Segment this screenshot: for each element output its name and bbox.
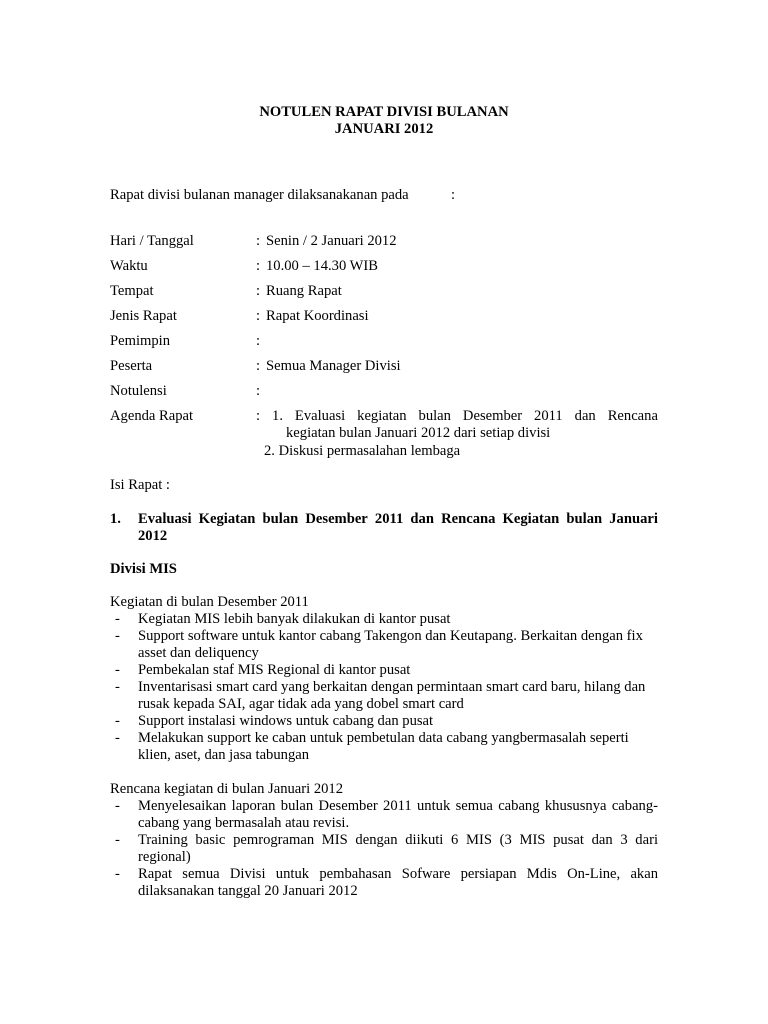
list-item (110, 662, 658, 679)
agenda-word: Desember (462, 408, 523, 424)
list-item-text: Training basic pemrograman MIS dengan diikuti 6 MIS (3 MIS pusat dan 3 dari regional) (138, 832, 658, 865)
info-row-pemimpin (0, 333, 768, 350)
bullet-dash: - (115, 662, 120, 678)
agenda-word: dan (574, 408, 596, 424)
info-label: Waktu (110, 258, 148, 274)
info-row-hari-tanggal (0, 233, 768, 250)
info-value: Semua Manager Divisi (266, 358, 401, 374)
bullet-dash: - (115, 832, 120, 848)
agenda-word: 1. (272, 408, 283, 424)
document-subtitle: JANUARI 2012 (334, 121, 434, 137)
info-colon: : (256, 358, 261, 374)
rencana-list (110, 798, 658, 900)
list-item-text: Melakukan support ke caban untuk pembetulan data cabang yangbermasalah seperti klien, aset, dan jasa tabungan (138, 730, 629, 763)
info-value: Ruang Rapat (266, 283, 342, 299)
heading-word: Januari (609, 511, 658, 527)
list-item-text: Menyelesaikan laporan bulan Desember 2011 untuk semua cabang khususnya cabang-cabang yang bermasalah atau revisi. (138, 798, 658, 831)
bullet-dash: - (115, 866, 120, 882)
list-item (110, 832, 658, 866)
info-colon: : (256, 233, 261, 249)
heading-word: bulan (262, 511, 299, 527)
agenda-word: bulan (418, 408, 451, 424)
list-item (110, 730, 658, 764)
info-label: Peserta (110, 358, 153, 374)
info-colon: : (256, 308, 261, 324)
section-number: 1. (110, 511, 121, 527)
agenda-item-1 (256, 408, 658, 425)
agenda-word: Evaluasi (294, 408, 346, 424)
agenda-item-1-continuation: kegiatan bulan Januari 2012 dari setiap divisi (286, 425, 551, 441)
info-colon: : (256, 283, 261, 299)
info-row-tempat (0, 283, 768, 300)
info-row-peserta (0, 358, 768, 375)
info-label: Pemimpin (110, 333, 170, 349)
list-item (110, 798, 658, 832)
agenda-colon: : (256, 408, 261, 424)
list-item (110, 628, 658, 662)
agenda-word: Rencana (607, 408, 658, 424)
list-item (110, 611, 658, 628)
bullet-dash: - (115, 611, 120, 627)
info-colon: : (256, 258, 261, 274)
agenda-word: 2011 (534, 408, 563, 424)
document-title: NOTULEN RAPAT DIVISI BULANAN (259, 104, 509, 120)
heading-word: bulan (566, 511, 603, 527)
info-row-notulensi (0, 383, 768, 400)
agenda-label: Agenda Rapat (110, 408, 194, 424)
intro-colon: : (451, 187, 456, 203)
kegiatan-heading: Kegiatan di bulan Desember 2011 (110, 594, 309, 610)
divisi-heading: Divisi MIS (110, 561, 177, 577)
bullet-dash: - (115, 679, 120, 695)
info-label: Notulensi (110, 383, 167, 399)
heading-word: Evaluasi (138, 511, 192, 527)
list-item-text: Support software untuk kantor cabang Takengon dan Keutapang. Berkaitan dengan fix asset dan deliquency (138, 628, 643, 661)
heading-word: dan (410, 511, 434, 527)
section-heading (138, 511, 658, 545)
section-heading-line-1 (138, 511, 658, 528)
heading-word: Kegiatan (198, 511, 256, 527)
bullet-dash: - (115, 730, 120, 746)
heading-word: 2011 (374, 511, 404, 527)
agenda-item-2: 2. Diskusi permasalahan lembaga (264, 443, 461, 459)
list-item-text: Support instalasi windows untuk cabang dan pusat (138, 713, 434, 729)
intro-text: Rapat divisi bulanan manager dilaksanakanan pada (110, 187, 409, 203)
list-item-text: Kegiatan MIS lebih banyak dilakukan di kantor pusat (138, 611, 451, 627)
rencana-heading: Rencana kegiatan di bulan Januari 2012 (110, 781, 344, 797)
info-row-jenis-rapat (0, 308, 768, 325)
isi-rapat-label: Isi Rapat : (110, 477, 170, 493)
info-value: Senin / 2 Januari 2012 (266, 233, 397, 249)
info-label: Tempat (110, 283, 154, 299)
info-value: Rapat Koordinasi (266, 308, 369, 324)
bullet-dash: - (115, 628, 120, 644)
list-item (110, 713, 658, 730)
bullet-dash: - (115, 798, 120, 814)
agenda-word: kegiatan (357, 408, 407, 424)
list-item-text: Rapat semua Divisi untuk pembahasan Sofware persiapan Mdis On-Line, akan dilaksanakan tanggal 20 Januari 2012 (138, 866, 658, 899)
info-label: Hari / Tanggal (110, 233, 194, 249)
heading-word: Kegiatan (502, 511, 560, 527)
heading-word: Desember (305, 511, 368, 527)
list-item-text: Pembekalan staf MIS Regional di kantor pusat (138, 662, 411, 678)
heading-word: Rencana (441, 511, 496, 527)
list-item-text: Inventarisasi smart card yang berkaitan dengan permintaan smart card baru, hilang dan rusak kepada SAI, agar tidak ada yang dobel smart card (138, 679, 646, 712)
info-row-waktu (0, 258, 768, 275)
list-item (110, 679, 658, 713)
info-value: 10.00 – 14.30 WIB (266, 258, 379, 274)
info-colon: : (256, 333, 261, 349)
agenda-list (256, 408, 658, 460)
info-colon: : (256, 383, 261, 399)
list-item (110, 866, 658, 900)
section-heading-line-2: 2012 (138, 528, 168, 544)
bullet-dash: - (115, 713, 120, 729)
info-label: Jenis Rapat (110, 308, 177, 324)
kegiatan-list (110, 611, 658, 764)
